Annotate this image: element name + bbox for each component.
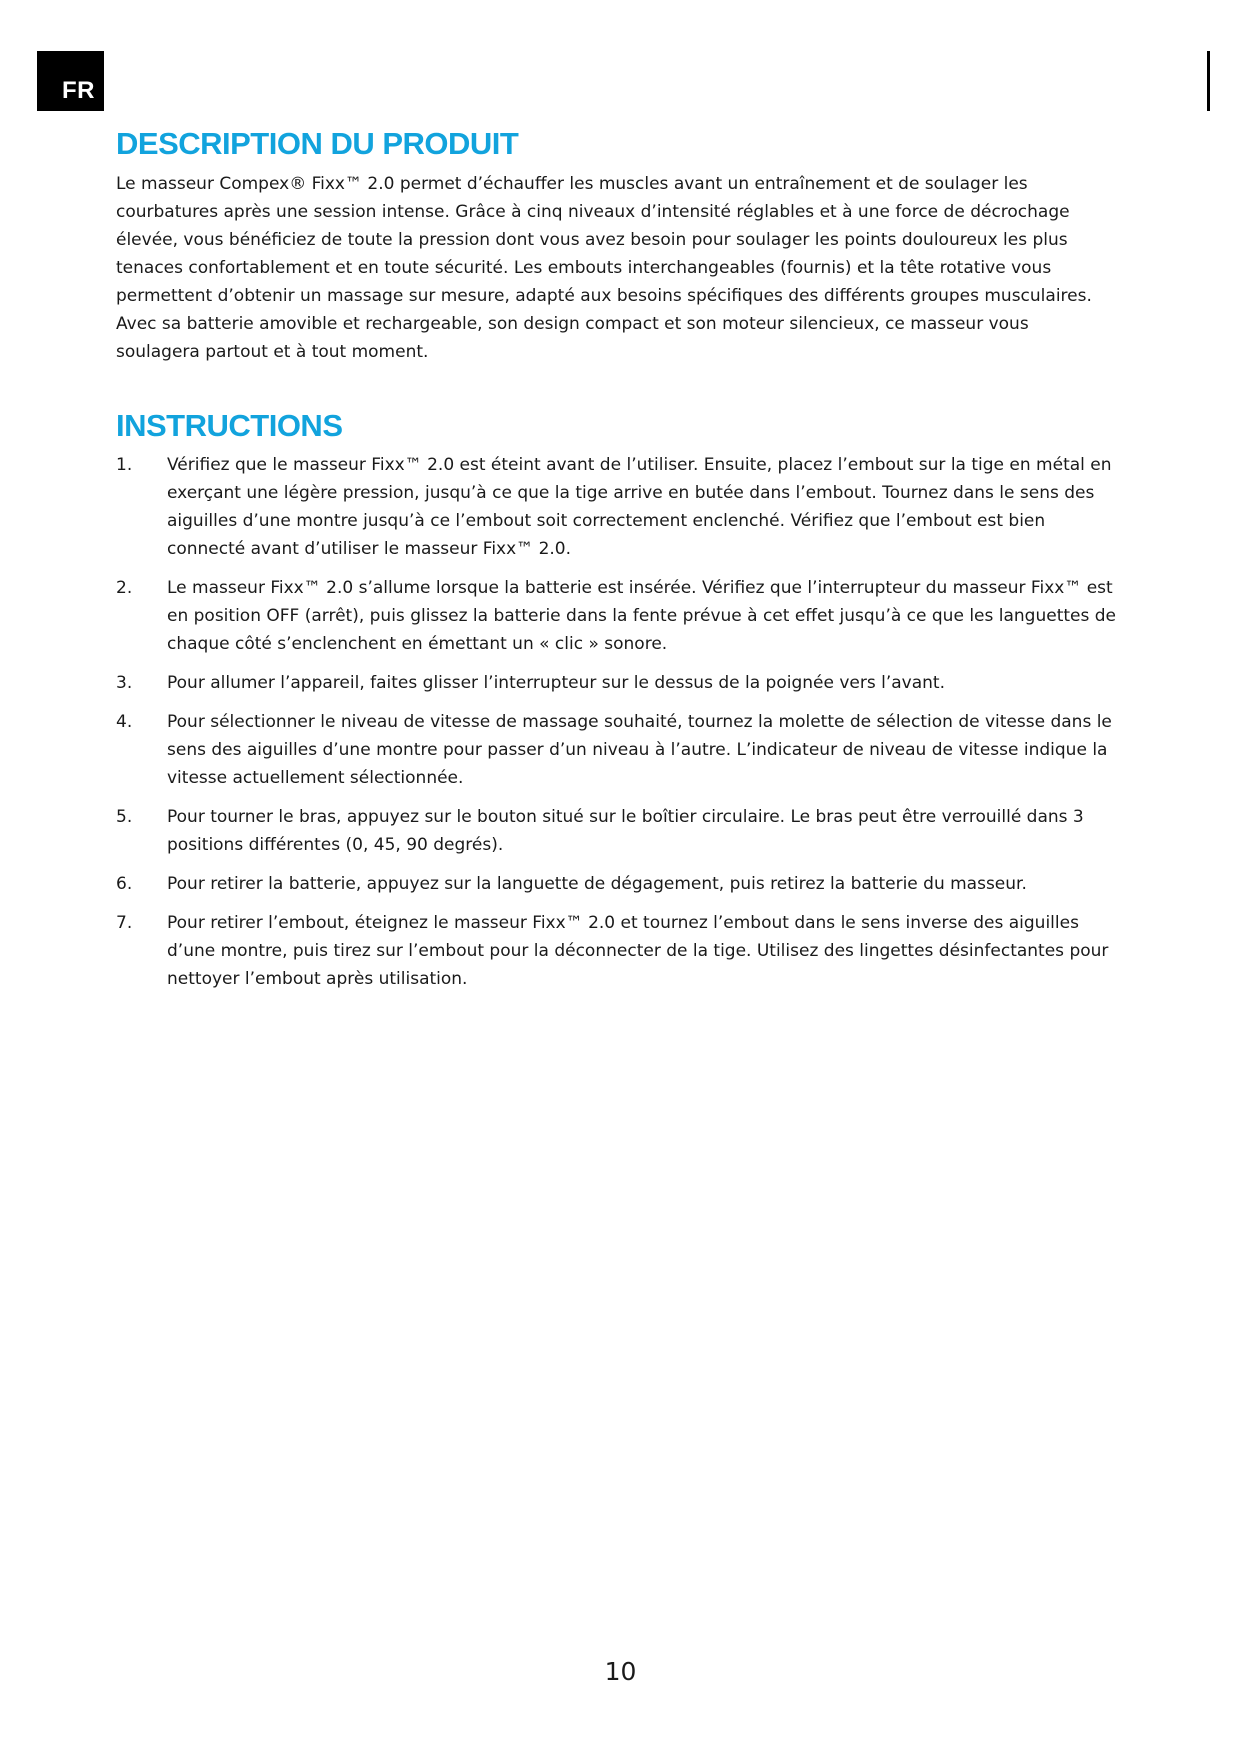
instruction-text: Pour retirer la batterie, appuyez sur la languette de dégagement, puis retirez la batterie du masseur. bbox=[167, 874, 1027, 894]
instruction-number: 4. bbox=[116, 712, 133, 732]
instruction-number: 5. bbox=[116, 807, 133, 827]
page-number: 10 bbox=[604, 1657, 637, 1686]
instruction-item bbox=[116, 574, 1126, 658]
language-badge: FR bbox=[37, 51, 104, 111]
corner-rule bbox=[1207, 51, 1210, 111]
instruction-number: 2. bbox=[116, 578, 133, 598]
instruction-number: 7. bbox=[116, 913, 133, 933]
instructions-list bbox=[116, 451, 1126, 1004]
instruction-item bbox=[116, 870, 1126, 898]
instruction-text: Pour allumer l’appareil, faites glisser l’interrupteur sur le dessus de la poignée vers l’avant. bbox=[167, 673, 945, 693]
instruction-number: 6. bbox=[116, 874, 133, 894]
description-title: DESCRIPTION DU PRODUIT bbox=[116, 126, 519, 161]
description-text: Le masseur Compex® Fixx™ 2.0 permet d’échauffer les muscles avant un entraînement et de soulager les courbatures après une session intense. Grâce à cinq niveaux d’intensité réglables et à une force de décrochage élevée, vous bénéficiez de toute la pression dont vous avez besoin pour soulager les points douloureux les plus tenaces confortablement et en toute sécurité. Les embouts interchangeables (fournis) et la tête rotative vous permettent d’obtenir un massage sur mesure, adapté aux besoins spécifiques des différents groupes musculaires. Avec sa batterie amovible et rechargeable, son design compact et son moteur silencieux, ce masseur vous soulagera partout et à tout moment. bbox=[116, 174, 1092, 362]
instruction-text: Le masseur Fixx™ 2.0 s’allume lorsque la batterie est insérée. Vérifiez que l’interrupteur du masseur Fixx™ est en position OFF (arrêt), puis glissez la batterie dans la fente prévue à cet effet jusqu’à ce que les languettes de chaque côté s’enclenchent en émettant un « clic » sonore. bbox=[167, 578, 1117, 654]
instruction-text: Pour retirer l’embout, éteignez le masseur Fixx™ 2.0 et tournez l’embout dans le sens inverse des aiguilles d’une montre, puis tirez sur l’embout pour la déconnecter de la tige. Utilisez des lingettes désinfectantes pour nettoyer l’embout après utilisation. bbox=[167, 913, 1109, 989]
instruction-number: 1. bbox=[116, 455, 133, 475]
instruction-item bbox=[116, 669, 1126, 697]
instruction-item bbox=[116, 451, 1126, 563]
instruction-text: Pour tourner le bras, appuyez sur le bouton situé sur le boîtier circulaire. Le bras peut être verrouillé dans 3 positions différentes (0, 45, 90 degrés). bbox=[167, 807, 1084, 855]
instruction-item bbox=[116, 803, 1126, 859]
instruction-text: Pour sélectionner le niveau de vitesse de massage souhaité, tournez la molette de sélection de vitesse dans le sens des aiguilles d’une montre pour passer d’un niveau à l’autre. L’indicateur de niveau de vitesse indique la vitesse actuellement sélectionnée. bbox=[167, 712, 1112, 788]
instruction-item bbox=[116, 909, 1126, 993]
instruction-number: 3. bbox=[116, 673, 133, 693]
instructions-title: INSTRUCTIONS bbox=[116, 408, 343, 443]
instruction-item bbox=[116, 708, 1126, 792]
instruction-text: Vérifiez que le masseur Fixx™ 2.0 est éteint avant de l’utiliser. Ensuite, placez l’embout sur la tige en métal en exerçant une légère pression, jusqu’à ce que la tige arrive en butée dans l’embout. Tournez dans le sens des aiguilles d’une montre jusqu’à ce l’embout soit correctement enclenché. Vérifiez que l’embout est bien connecté avant d’utiliser le masseur Fixx™ 2.0. bbox=[167, 455, 1112, 559]
